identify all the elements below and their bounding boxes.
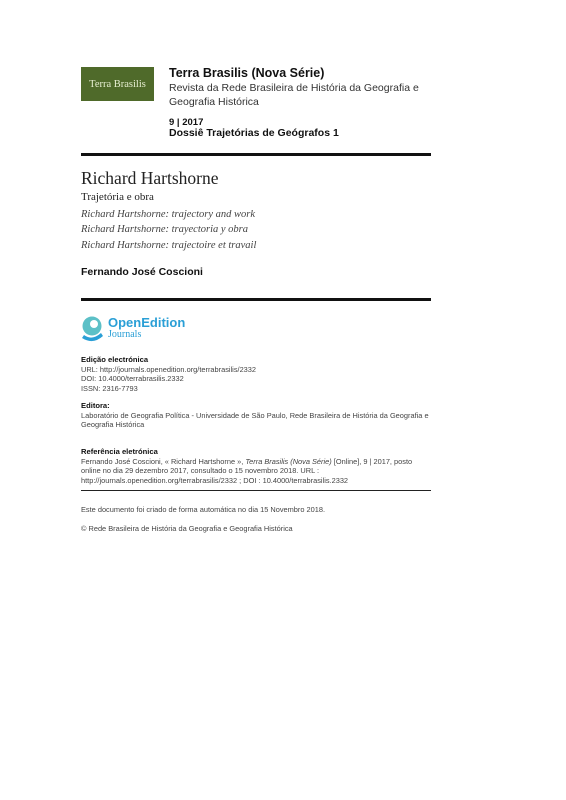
journal-header — [169, 66, 431, 109]
journal-logo — [81, 67, 154, 101]
article-author: Fernando José Coscioni — [81, 266, 203, 278]
copyright-note: © Rede Brasileira de História da Geografia e Geografia Histórica — [81, 524, 293, 533]
journal-logo-text: Terra Brasilis — [89, 78, 146, 90]
openedition-logo — [81, 315, 185, 343]
openedition-icon — [81, 315, 105, 343]
generated-note: Este documento foi criado de forma automática no dia 15 Novembro 2018. — [81, 505, 326, 514]
reference-journal-italic: Terra Brasilis (Nova Série) — [245, 456, 332, 466]
openedition-wordmark: OpenEdition — [108, 315, 186, 330]
reference-text-part2: [Online], 9 | 2017, posto online no dia 29 dezembro 2017, consultado o 15 novembro 2018. URL : http://journals.openedition.org/terrabrasilis/2332 ; DOI : 10.4000/terrabrasilis.2332 — [81, 456, 413, 485]
bottom-divider — [81, 490, 431, 491]
reference-section — [81, 447, 433, 485]
publisher-section — [81, 401, 433, 430]
top-divider — [81, 153, 431, 156]
electronic-edition-section — [81, 355, 433, 393]
alt-title-spanish: Richard Hartshorne: trayectoria y obra — [81, 224, 249, 235]
journal-title: Terra Brasilis (Nova Série) — [169, 66, 325, 80]
journal-subtitle: Revista da Rede Brasileira de História da Geografia e Geografia Histórica — [169, 82, 419, 108]
article-subtitle: Trajetória e obra — [81, 191, 154, 203]
reference-text-part1: Fernando José Coscioni, « Richard Hartshorne », — [81, 456, 246, 466]
openedition-journals: Journals — [108, 329, 142, 340]
reference-text — [81, 457, 433, 486]
alt-title-english: Richard Hartshorne: trajectory and work — [81, 209, 256, 220]
electronic-edition-url[interactable]: URL: http://journals.openedition.org/terrabrasilis/2332 — [81, 364, 257, 374]
electronic-edition-doi: DOI: 10.4000/terrabrasilis.2332 — [81, 374, 184, 384]
issue-info — [169, 117, 339, 139]
alt-title-french: Richard Hartshorne: trajectoire et travail — [81, 240, 257, 251]
electronic-edition-issn: ISSN: 2316-7793 — [81, 383, 138, 393]
electronic-edition-heading: Edição electrónica — [81, 355, 149, 364]
dossie-title: Dossiê Trajetórias de Geógrafos 1 — [169, 127, 339, 139]
issue-number: 9 | 2017 — [169, 117, 204, 128]
publisher-text: Laboratório de Geografia Política - Universidade de São Paulo, Rede Brasileira de História da Geografia e Geografia Histórica — [81, 410, 429, 430]
reference-heading: Referência eletrónica — [81, 447, 158, 456]
middle-divider — [81, 298, 431, 301]
publisher-heading: Editora: — [81, 401, 110, 410]
article-title: Richard Hartshorne — [81, 168, 219, 188]
